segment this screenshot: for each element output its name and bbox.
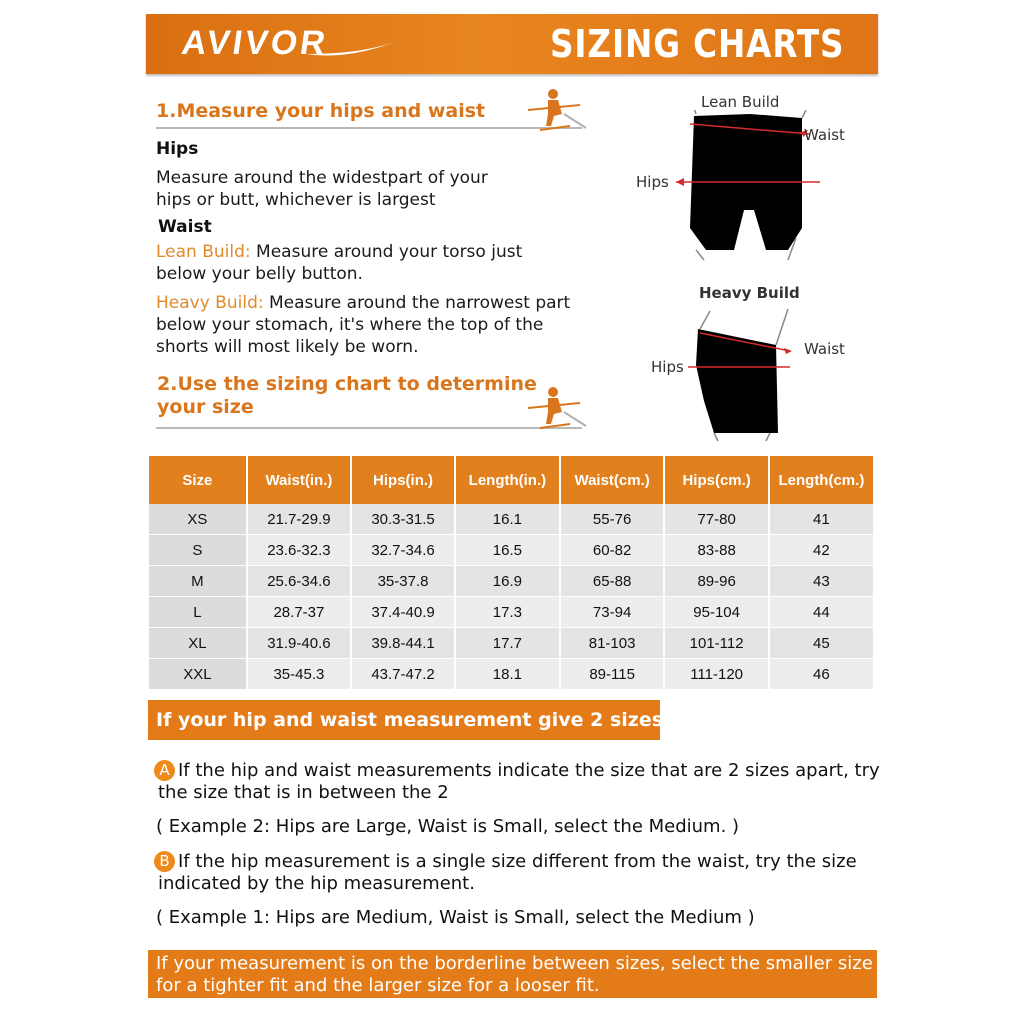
- table-cell: XS: [149, 504, 247, 535]
- lean-build-figure-title: Lean Build: [701, 93, 780, 111]
- example-2-text: ( Example 2: Hips are Large, Waist is Small, select the Medium. ): [156, 816, 740, 837]
- table-cell: 81-103: [560, 628, 665, 659]
- table-cell: 31.9-40.6: [247, 628, 351, 659]
- two-sizes-banner: If your hip and waist measurement give 2 sizes:: [148, 700, 660, 740]
- table-cell: M: [149, 566, 247, 597]
- table-cell: S: [149, 535, 247, 566]
- table-cell: 83-88: [664, 535, 768, 566]
- table-cell: XXL: [149, 659, 247, 690]
- table-row: [149, 504, 873, 535]
- table-cell: 17.3: [455, 597, 560, 628]
- table-cell: 21.7-29.9: [247, 504, 351, 535]
- skier-icon: [524, 384, 588, 434]
- table-cell: 44: [769, 597, 873, 628]
- table-cell: 37.4-40.9: [351, 597, 455, 628]
- step1-divider: [156, 127, 582, 129]
- rule-a: [154, 760, 880, 804]
- table-cell: 77-80: [664, 504, 768, 535]
- rule-b-text-1: If the hip measurement is a single size different from the waist, try the size: [178, 851, 857, 872]
- header-length-cm: Length(cm.): [769, 456, 873, 504]
- heavy-build-label: Heavy Build:: [156, 293, 264, 313]
- rule-b: [154, 851, 874, 895]
- example-1-text: ( Example 1: Hips are Medium, Waist is Small, select the Medium ): [156, 907, 755, 928]
- table-row: [149, 597, 873, 628]
- table-cell: 46: [769, 659, 873, 690]
- table-cell: 41: [769, 504, 873, 535]
- table-cell: 16.9: [455, 566, 560, 597]
- brand-logo: AVIVOR: [179, 24, 331, 62]
- heavy-build-description: [156, 292, 596, 358]
- table-cell: 95-104: [664, 597, 768, 628]
- table-cell: 101-112: [664, 628, 768, 659]
- lean-build-text: Measure around your torso just below your belly button.: [156, 242, 523, 284]
- header-waist-in: Waist(in.): [247, 456, 351, 504]
- table-cell: 35-37.8: [351, 566, 455, 597]
- rule-a-badge-icon: A: [154, 760, 175, 781]
- lean-build-label: Lean Build:: [156, 242, 251, 262]
- step2-title: [157, 373, 537, 419]
- rule-a-line1: [154, 760, 880, 782]
- step1-title: 1.Measure your hips and waist: [156, 100, 486, 122]
- heavy-build-text: Measure around the narrowest part below your stomach, it's where the top of the shorts will most likely be worn.: [156, 293, 571, 357]
- table-cell: 17.7: [455, 628, 560, 659]
- table-cell: 45: [769, 628, 873, 659]
- heavy-waist-label: Waist: [804, 340, 845, 358]
- step2-divider: [156, 427, 582, 429]
- table-cell: 18.1: [455, 659, 560, 690]
- table-cell: 60-82: [560, 535, 665, 566]
- table-cell: 35-45.3: [247, 659, 351, 690]
- table-cell: 16.5: [455, 535, 560, 566]
- tip-line-2: for a tighter fit and the larger size for a looser fit.: [156, 975, 600, 996]
- lean-build-description: [156, 241, 546, 285]
- borderline-tip-banner: [148, 950, 877, 998]
- table-cell: 28.7-37: [247, 597, 351, 628]
- size-table: [149, 456, 873, 690]
- rule-a-text-2: the size that is in between the 2: [158, 782, 449, 803]
- header-hips-cm: Hips(cm.): [664, 456, 768, 504]
- lean-hips-label: Hips: [636, 173, 669, 191]
- table-row: [149, 628, 873, 659]
- table-cell: 42: [769, 535, 873, 566]
- skier-icon: [524, 86, 588, 136]
- header-hips-in: Hips(in.): [351, 456, 455, 504]
- table-cell: 89-96: [664, 566, 768, 597]
- table-cell: 39.8-44.1: [351, 628, 455, 659]
- lean-waist-label: Waist: [804, 126, 845, 144]
- table-row: [149, 566, 873, 597]
- table-cell: XL: [149, 628, 247, 659]
- table-cell: 25.6-34.6: [247, 566, 351, 597]
- header-size: Size: [149, 456, 247, 504]
- table-row: [149, 659, 873, 690]
- table-cell: 111-120: [664, 659, 768, 690]
- header-length-in: Length(in.): [455, 456, 560, 504]
- table-cell: 55-76: [560, 504, 665, 535]
- heavy-hips-label: Hips: [651, 358, 684, 376]
- table-cell: 43: [769, 566, 873, 597]
- table-cell: 16.1: [455, 504, 560, 535]
- header-waist-cm: Waist(cm.): [560, 456, 665, 504]
- logo-swoosh-icon: [304, 36, 404, 60]
- rule-b-line1: [154, 851, 874, 873]
- table-cell: L: [149, 597, 247, 628]
- page-title: SIZING CHARTS: [550, 22, 845, 66]
- table-cell: 73-94: [560, 597, 665, 628]
- step2-title-line1: 2.Use the sizing chart to determine: [157, 373, 537, 395]
- table-header-row: [149, 456, 873, 504]
- heavy-build-shorts-illustration: [670, 305, 830, 445]
- header-banner: [146, 14, 878, 74]
- table-cell: 43.7-47.2: [351, 659, 455, 690]
- hips-label: Hips: [156, 139, 199, 159]
- table-cell: 65-88: [560, 566, 665, 597]
- rule-a-text-1: If the hip and waist measurements indicate the size that are 2 sizes apart, try: [178, 760, 880, 781]
- rule-b-text-2: indicated by the hip measurement.: [158, 873, 475, 894]
- heavy-build-figure-title: Heavy Build: [699, 284, 800, 302]
- table-row: [149, 535, 873, 566]
- table-cell: 89-115: [560, 659, 665, 690]
- table-cell: 23.6-32.3: [247, 535, 351, 566]
- step2-title-line2: your size: [157, 396, 254, 418]
- hips-description: Measure around the widestpart of your hips or butt, whichever is largest: [156, 168, 488, 210]
- table-cell: 32.7-34.6: [351, 535, 455, 566]
- table-cell: 30.3-31.5: [351, 504, 455, 535]
- rule-b-badge-icon: B: [154, 851, 175, 872]
- waist-label: Waist: [158, 217, 212, 237]
- tip-line-1: If your measurement is on the borderline between sizes, select the smaller size: [156, 953, 873, 974]
